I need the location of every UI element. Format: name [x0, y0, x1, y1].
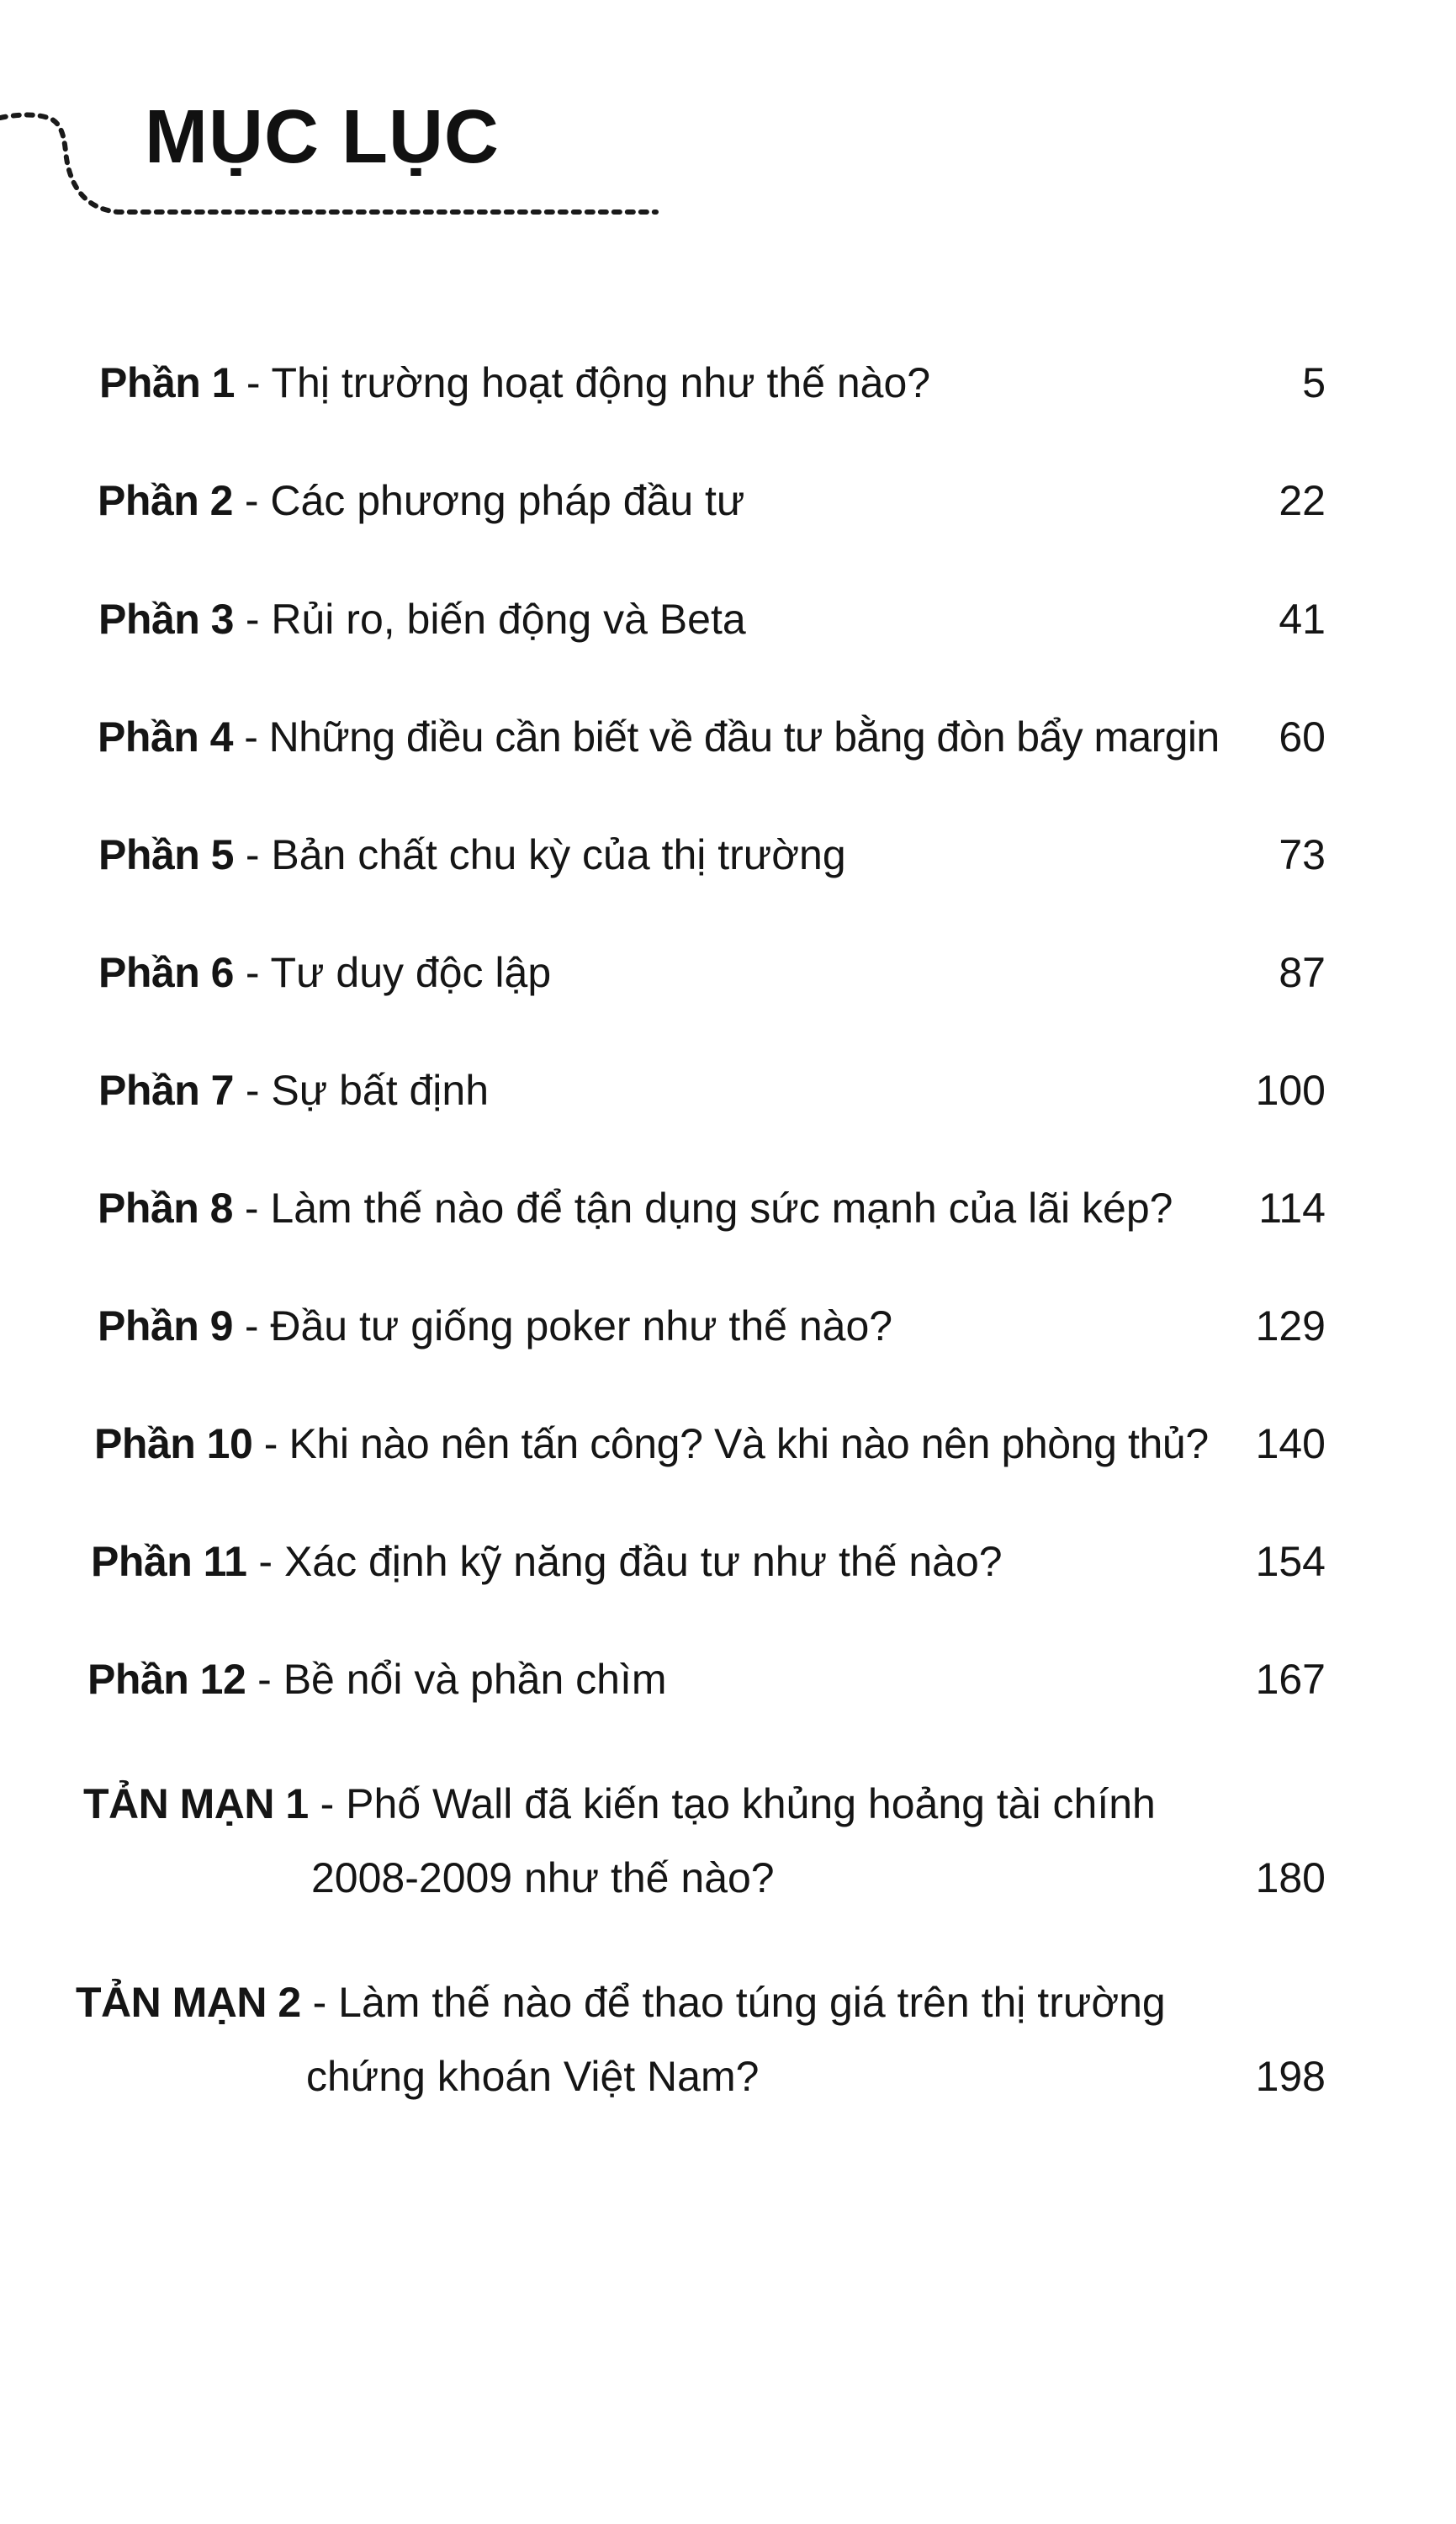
toc-entry-label: Phần 6 - Tư duy độc lập	[98, 949, 552, 996]
toc-page-number: 100	[1255, 1067, 1326, 1114]
toc-page-number: 140	[1255, 1420, 1326, 1467]
toc-page-number: 167	[1255, 1656, 1326, 1703]
toc-page-number: 114	[1258, 1185, 1326, 1232]
toc-page-number: 87	[1279, 949, 1326, 996]
toc-entry-label: Phần 4 - Những điều cần biết về đầu tư bằng đòn bẩy margin	[98, 713, 1220, 761]
toc-page-number: 154	[1255, 1538, 1326, 1585]
toc-page-number: 129	[1255, 1302, 1326, 1349]
toc-entry-label: Phần 3 - Rủi ro, biến động và Beta	[98, 596, 746, 643]
toc-page-number: 73	[1279, 831, 1326, 878]
toc-entry-label: Phần 8 - Làm thế nào để tận dụng sức mạnh của lãi kép?	[98, 1185, 1173, 1232]
toc-page-number: 198	[1255, 2053, 1326, 2100]
toc-entry-label: Phần 10 - Khi nào nên tấn công? Và khi nào nên phòng thủ?	[94, 1420, 1209, 1467]
toc-entry-label-continued: 2008-2009 như thế nào?	[311, 1854, 775, 1901]
toc-page-number: 22	[1279, 477, 1326, 524]
toc-entry-label: Phần 9 - Đầu tư giống poker như thế nào?	[98, 1302, 893, 1349]
page-title: MỤC LỤC	[145, 95, 500, 179]
toc-page-number: 180	[1255, 1854, 1326, 1901]
toc-entry-label: Phần 2 - Các phương pháp đầu tư	[98, 477, 745, 524]
toc-page-number: 5	[1302, 359, 1326, 406]
toc-entry-label: TẢN MẠN 1 - Phố Wall đã kiến tạo khủng hoảng tài chính	[83, 1780, 1156, 1827]
toc-entry-label: Phần 5 - Bản chất chu kỳ của thị trường	[98, 831, 846, 878]
toc-entry-label-continued: chứng khoán Việt Nam?	[306, 2053, 760, 2100]
toc-entry-label: Phần 12 - Bề nổi và phần chìm	[87, 1656, 667, 1703]
toc-entry-label: TẢN MẠN 2 - Làm thế nào để thao túng giá trên thị trường	[76, 1979, 1166, 2026]
toc-entry-label: Phần 1 - Thị trường hoạt động như thế nào?	[99, 359, 931, 406]
toc-entry-label: Phần 7 - Sự bất định	[98, 1067, 490, 1114]
toc-entry-label: Phần 11 - Xác định kỹ năng đầu tư như thế nào?	[91, 1538, 1003, 1585]
toc-page-number: 41	[1279, 596, 1326, 643]
toc-page-number: 60	[1279, 713, 1326, 761]
